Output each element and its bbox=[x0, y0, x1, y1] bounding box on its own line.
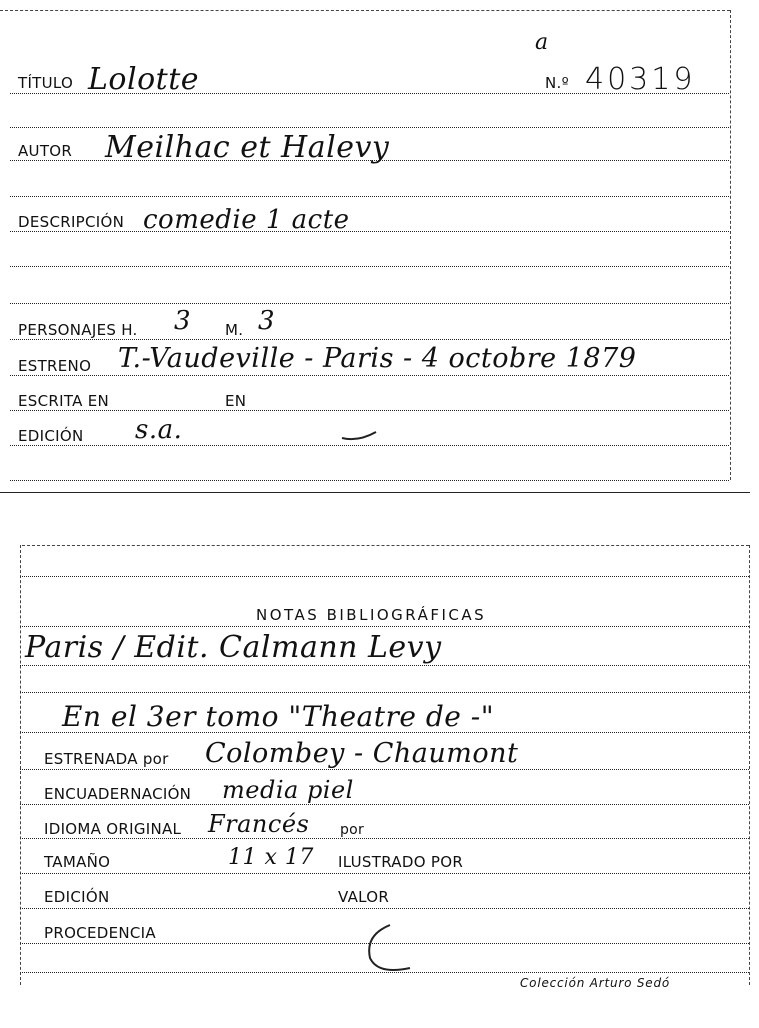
encuadernacion-value: media piel bbox=[222, 776, 354, 804]
tamano-rule bbox=[20, 873, 749, 874]
estreno-label: ESTRENO bbox=[18, 357, 92, 375]
notas-heading: NOTAS BIBLIOGRÁFICAS bbox=[256, 606, 487, 624]
estrenada-value: Colombey - Chaumont bbox=[205, 738, 519, 769]
card-bottom-edge bbox=[0, 492, 750, 493]
pen-curve-mark bbox=[360, 920, 420, 980]
estrenada-label: ESTRENADA por bbox=[44, 750, 169, 768]
autor-label: AUTOR bbox=[18, 142, 73, 160]
descripcion-label: DESCRIPCIÓN bbox=[18, 213, 125, 231]
note-rule-2 bbox=[20, 692, 749, 693]
idioma-label: IDIOMA ORIGINAL bbox=[44, 820, 182, 838]
autor-value: Meilhac et Halevy bbox=[105, 130, 390, 165]
catalog-card-bottom bbox=[0, 540, 759, 1028]
blank-rule-1 bbox=[10, 127, 729, 128]
estreno-value: T.-Vaudeville - Paris - 4 octobre 1879 bbox=[118, 343, 637, 374]
numero-mark: a bbox=[535, 30, 549, 55]
tamano-label: TAMAÑO bbox=[44, 853, 111, 871]
estrenada-rule bbox=[20, 769, 749, 770]
idioma-por-label: por bbox=[340, 822, 365, 838]
tamano-value: 11 x 17 bbox=[228, 845, 314, 870]
numero-value: 40319 bbox=[585, 62, 696, 97]
note-line-1: Paris / Edit. Calmann Levy bbox=[25, 630, 442, 665]
notas-rule bbox=[20, 626, 749, 627]
idioma-value: Francés bbox=[208, 810, 310, 838]
card2-left-edge bbox=[20, 545, 21, 985]
blank-rule-5 bbox=[10, 480, 729, 481]
idioma-rule bbox=[20, 838, 749, 839]
descripcion-rule bbox=[10, 231, 729, 232]
collection-footer: Colección Arturo Sedó bbox=[520, 976, 671, 990]
numero-label: N.º bbox=[545, 74, 569, 92]
encuadernacion-label: ENCUADERNACIÓN bbox=[44, 785, 192, 803]
titulo-value: Lolotte bbox=[88, 62, 200, 97]
personajes-label: PERSONAJES H. bbox=[18, 321, 138, 339]
personajes-h-value: 3 bbox=[174, 306, 192, 336]
edicion2-label: EDICIÓN bbox=[44, 888, 110, 906]
escrita-en-label: EN bbox=[225, 392, 247, 410]
edicion2-rule bbox=[20, 908, 749, 909]
blank-rule-3 bbox=[10, 266, 729, 267]
descripcion-value: comedie 1 acte bbox=[143, 205, 350, 235]
card2-right-edge bbox=[749, 545, 750, 985]
edicion-rule bbox=[10, 445, 729, 446]
edicion-value: s.a. bbox=[135, 415, 183, 445]
procedencia-label: PROCEDENCIA bbox=[44, 924, 156, 942]
card-top-edge bbox=[0, 10, 730, 11]
titulo-label: TÍTULO bbox=[18, 74, 74, 92]
personajes-rule bbox=[10, 339, 729, 340]
blank-rule-6 bbox=[20, 576, 749, 577]
edicion-label: EDICIÓN bbox=[18, 427, 84, 445]
note-rule-1 bbox=[20, 665, 749, 666]
note-rule-3 bbox=[20, 732, 749, 733]
personajes-m-value: 3 bbox=[258, 306, 276, 336]
escrita-rule bbox=[10, 410, 729, 411]
blank-rule-2 bbox=[10, 196, 729, 197]
escrita-label: ESCRITA EN bbox=[18, 392, 110, 410]
pen-stroke-mark bbox=[340, 428, 380, 442]
estreno-rule bbox=[10, 375, 729, 376]
ilustrado-label: ILUSTRADO POR bbox=[338, 853, 464, 871]
catalog-card-top bbox=[0, 0, 759, 495]
card2-top-edge bbox=[22, 545, 749, 546]
personajes-m-label: M. bbox=[225, 321, 244, 339]
encuadernacion-rule bbox=[20, 804, 749, 805]
card-right-edge bbox=[730, 10, 731, 480]
blank-rule-4 bbox=[10, 303, 729, 304]
note-line-2: En el 3er tomo "Theatre de -" bbox=[62, 700, 495, 733]
blank-rule-7 bbox=[20, 972, 749, 973]
valor-label: VALOR bbox=[338, 888, 390, 906]
